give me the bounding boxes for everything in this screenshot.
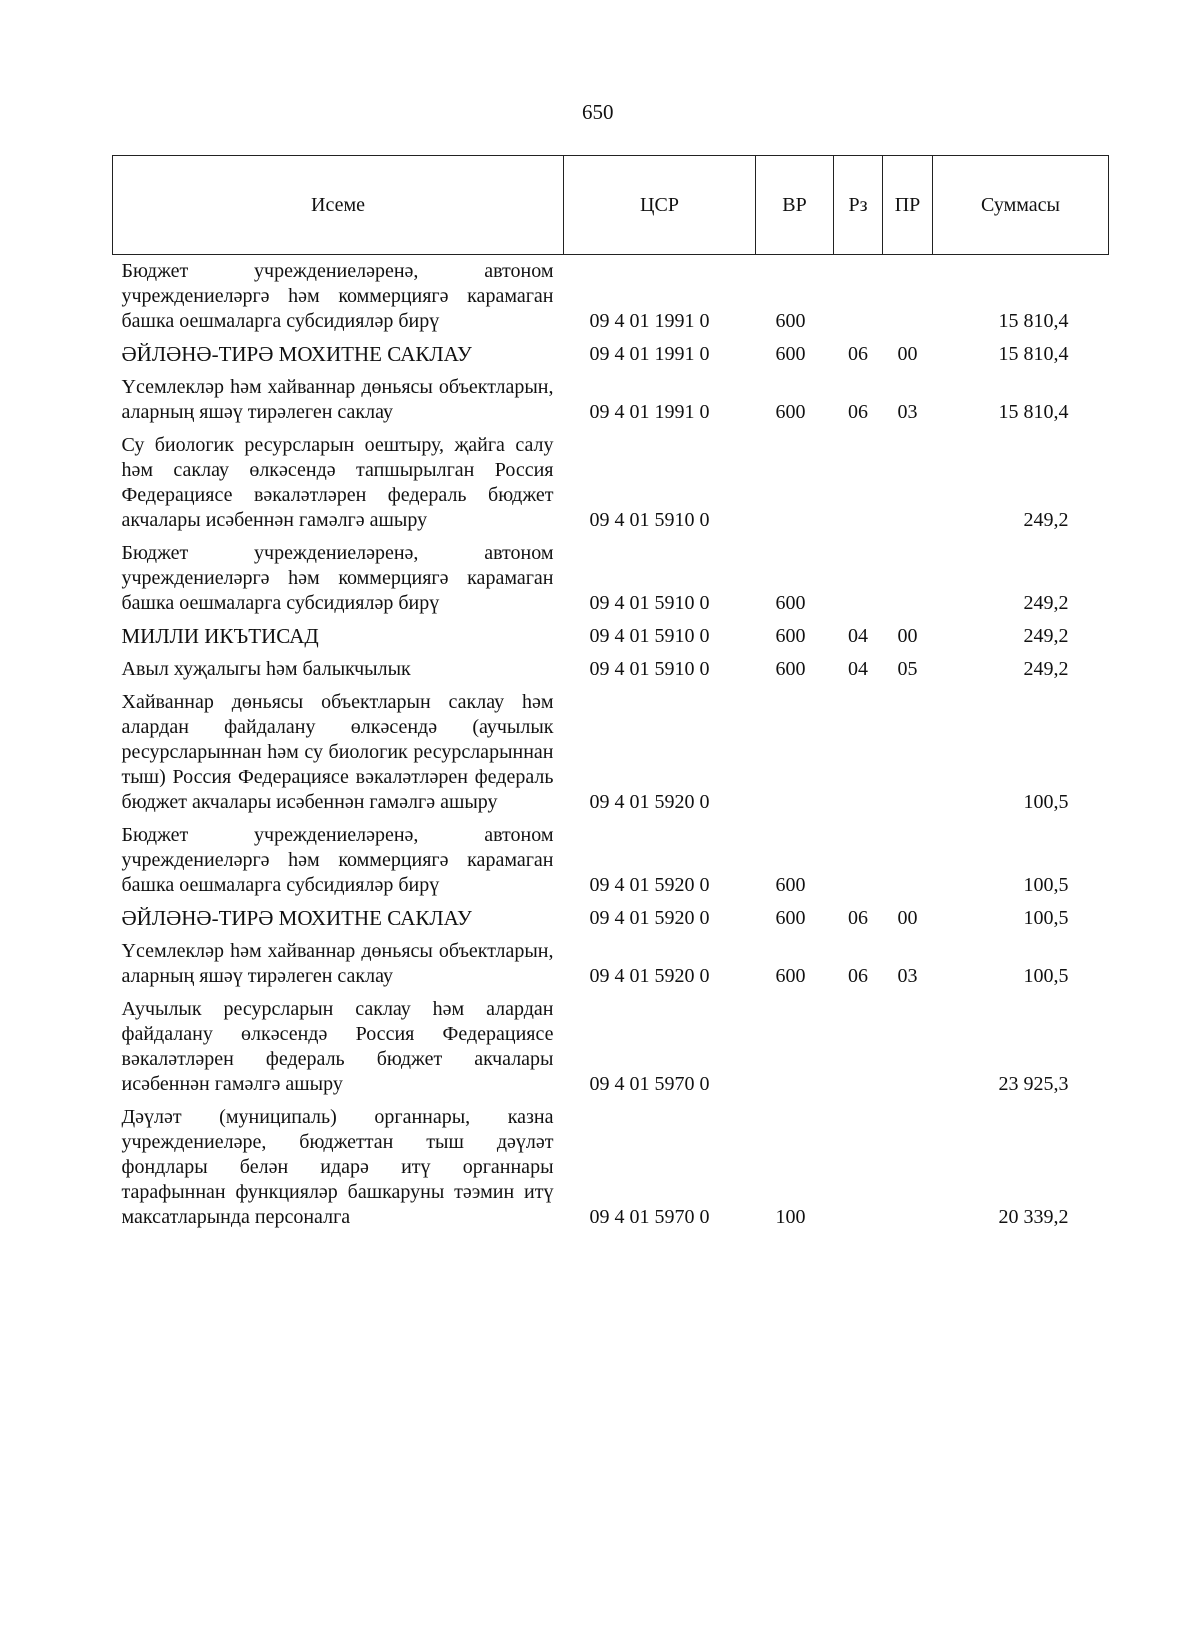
row-name-cell: Су биологик ресурсларын оештыру, җайга салу һәм саклау өлкәсендә тапшырылган Россия Федерациясе вәкаләтләрен федераль бюджет акчалары исәбеннән гамәлгә ашыру	[121, 434, 554, 531]
row-name-cell: Бюджет учреждениеләренә, автоном учреждениеләргә һәм коммерциягә карамаган башка оешмаларга субсидияләр бирү	[121, 542, 554, 614]
row-name-cell: Хайваннар дөньясы объектларын саклау һәм алардан файдалану өлкәсендә (аучылык ресурсларыннан һәм су биологик ресурсларыннан тыш) Россия Федерациясе вәкаләтләрен федераль бюджет акчалары исәбеннән гамәлгә ашыру	[121, 691, 554, 813]
row-rz-cell	[834, 686, 883, 819]
table-body	[113, 255, 1109, 1235]
row-csr-cell: 09 4 01 5910 0	[589, 509, 710, 531]
row-sum-cell: 100,5	[1023, 791, 1069, 813]
row-csr-cell: 09 4 01 5920 0	[589, 791, 710, 813]
header-csr: ЦСР	[564, 156, 756, 255]
row-rz-cell: 06	[848, 401, 868, 423]
row-csr-cell: 09 4 01 5970 0	[589, 1206, 710, 1228]
row-csr-cell: 09 4 01 5920 0	[589, 965, 710, 987]
row-rz-cell: 06	[848, 965, 868, 987]
row-csr-cell: 09 4 01 5920 0	[589, 907, 710, 929]
table-row	[113, 338, 1109, 371]
row-vr-cell: 600	[775, 874, 806, 896]
budget-table-container	[112, 155, 1108, 1234]
row-vr-cell: 600	[775, 401, 806, 423]
table-row	[113, 993, 1109, 1101]
row-pr-cell	[883, 993, 933, 1101]
row-vr-cell	[756, 686, 834, 819]
row-sum-cell: 249,2	[1023, 625, 1069, 647]
row-csr-cell: 09 4 01 1991 0	[589, 343, 710, 365]
table-row	[113, 371, 1109, 429]
table-row	[113, 653, 1109, 686]
row-name-cell: МИЛЛИ ИКЪТИСАД	[121, 624, 319, 648]
table-row	[113, 902, 1109, 935]
row-pr-cell	[883, 686, 933, 819]
row-vr-cell: 100	[775, 1206, 806, 1228]
row-pr-cell: 00	[897, 625, 918, 647]
row-name-cell: Бюджет учреждениеләренә, автоном учреждениеләргә һәм коммерциягә карамаган башка оешмаларга субсидияләр бирү	[121, 260, 554, 332]
row-csr-cell: 09 4 01 5970 0	[589, 1073, 710, 1095]
row-sum-cell: 100,5	[1023, 874, 1069, 896]
row-rz-cell: 06	[848, 907, 868, 929]
row-rz-cell: 06	[848, 343, 868, 365]
row-vr-cell: 600	[775, 907, 806, 929]
row-name-cell: Аучылык ресурсларын саклау һәм алардан файдалану өлкәсендә Россия Федерациясе вәкаләтләрен федераль бюджет акчалары исәбеннән гамәлгә ашыру	[121, 998, 554, 1095]
row-name-cell: Дәүләт (муниципаль) органнары, казна учреждениеләре, бюджеттан тыш дәүләт фондлары белән идарә итү органнары тарафыннан функцияләр башкаруны тәэмин итү максатларында персоналга	[121, 1106, 554, 1228]
row-name-cell: Үсемлекләр һәм хайваннар дөньясы объектларын, аларның яшәү тирәлеген саклау	[121, 940, 554, 987]
row-sum-cell: 15 810,4	[998, 401, 1069, 423]
row-vr-cell	[756, 993, 834, 1101]
row-vr-cell: 600	[775, 310, 806, 332]
row-sum-cell: 100,5	[1023, 965, 1069, 987]
row-rz-cell	[834, 537, 883, 620]
row-pr-cell	[883, 537, 933, 620]
row-csr-cell: 09 4 01 5910 0	[589, 625, 710, 647]
row-pr-cell	[883, 819, 933, 902]
row-vr-cell: 600	[775, 658, 806, 680]
row-sum-cell: 15 810,4	[998, 343, 1069, 365]
row-vr-cell	[756, 429, 834, 537]
row-name-cell: Үсемлекләр һәм хайваннар дөньясы объектларын, аларның яшәү тирәлеген саклау	[121, 376, 554, 423]
row-vr-cell: 600	[775, 592, 806, 614]
row-rz-cell: 04	[848, 658, 868, 680]
table-row	[113, 686, 1109, 819]
row-csr-cell: 09 4 01 1991 0	[589, 401, 710, 423]
header-rz: Рз	[834, 156, 883, 255]
row-pr-cell: 00	[897, 907, 918, 929]
table-row	[113, 620, 1109, 653]
table-header-row	[113, 156, 1109, 255]
budget-table	[112, 155, 1109, 1234]
row-pr-cell	[883, 429, 933, 537]
row-rz-cell	[834, 1101, 883, 1234]
row-name-cell: ӘЙЛӘНӘ-ТИРӘ МОХИТНЕ САКЛАУ	[121, 342, 472, 366]
row-sum-cell: 20 339,2	[998, 1206, 1069, 1228]
row-vr-cell: 600	[775, 625, 806, 647]
row-pr-cell	[883, 1101, 933, 1234]
row-pr-cell: 03	[897, 401, 918, 423]
row-rz-cell	[834, 819, 883, 902]
header-pr: ПР	[883, 156, 933, 255]
row-name-cell: ӘЙЛӘНӘ-ТИРӘ МОХИТНЕ САКЛАУ	[121, 906, 472, 930]
header-sum: Суммасы	[933, 156, 1109, 255]
row-csr-cell: 09 4 01 5920 0	[589, 874, 710, 896]
row-rz-cell: 04	[848, 625, 868, 647]
row-pr-cell: 03	[897, 965, 918, 987]
row-csr-cell: 09 4 01 5910 0	[589, 592, 710, 614]
header-name: Исеме	[113, 156, 564, 255]
row-sum-cell: 15 810,4	[998, 310, 1069, 332]
row-pr-cell	[883, 255, 933, 339]
row-rz-cell	[834, 255, 883, 339]
table-row	[113, 255, 1109, 339]
row-vr-cell: 600	[775, 965, 806, 987]
table-row	[113, 537, 1109, 620]
row-name-cell: Бюджет учреждениеләренә, автоном учреждениеләргә һәм коммерциягә карамаган башка оешмаларга субсидияләр бирү	[121, 824, 554, 896]
row-sum-cell: 100,5	[1023, 907, 1069, 929]
row-rz-cell	[834, 429, 883, 537]
row-csr-cell: 09 4 01 5910 0	[589, 658, 710, 680]
row-sum-cell: 23 925,3	[998, 1073, 1069, 1095]
page-number: 650	[582, 100, 614, 124]
row-pr-cell: 05	[897, 658, 918, 680]
row-rz-cell	[834, 993, 883, 1101]
table-row	[113, 819, 1109, 902]
row-csr-cell: 09 4 01 1991 0	[589, 310, 710, 332]
table-row	[113, 429, 1109, 537]
row-vr-cell: 600	[775, 343, 806, 365]
row-pr-cell: 00	[897, 343, 918, 365]
row-sum-cell: 249,2	[1023, 658, 1069, 680]
table-row	[113, 935, 1109, 993]
row-sum-cell: 249,2	[1023, 592, 1069, 614]
header-vr: ВР	[756, 156, 834, 255]
row-sum-cell: 249,2	[1023, 509, 1069, 531]
row-name-cell: Авыл хуҗалыгы һәм балыкчылык	[121, 658, 411, 680]
table-row	[113, 1101, 1109, 1234]
